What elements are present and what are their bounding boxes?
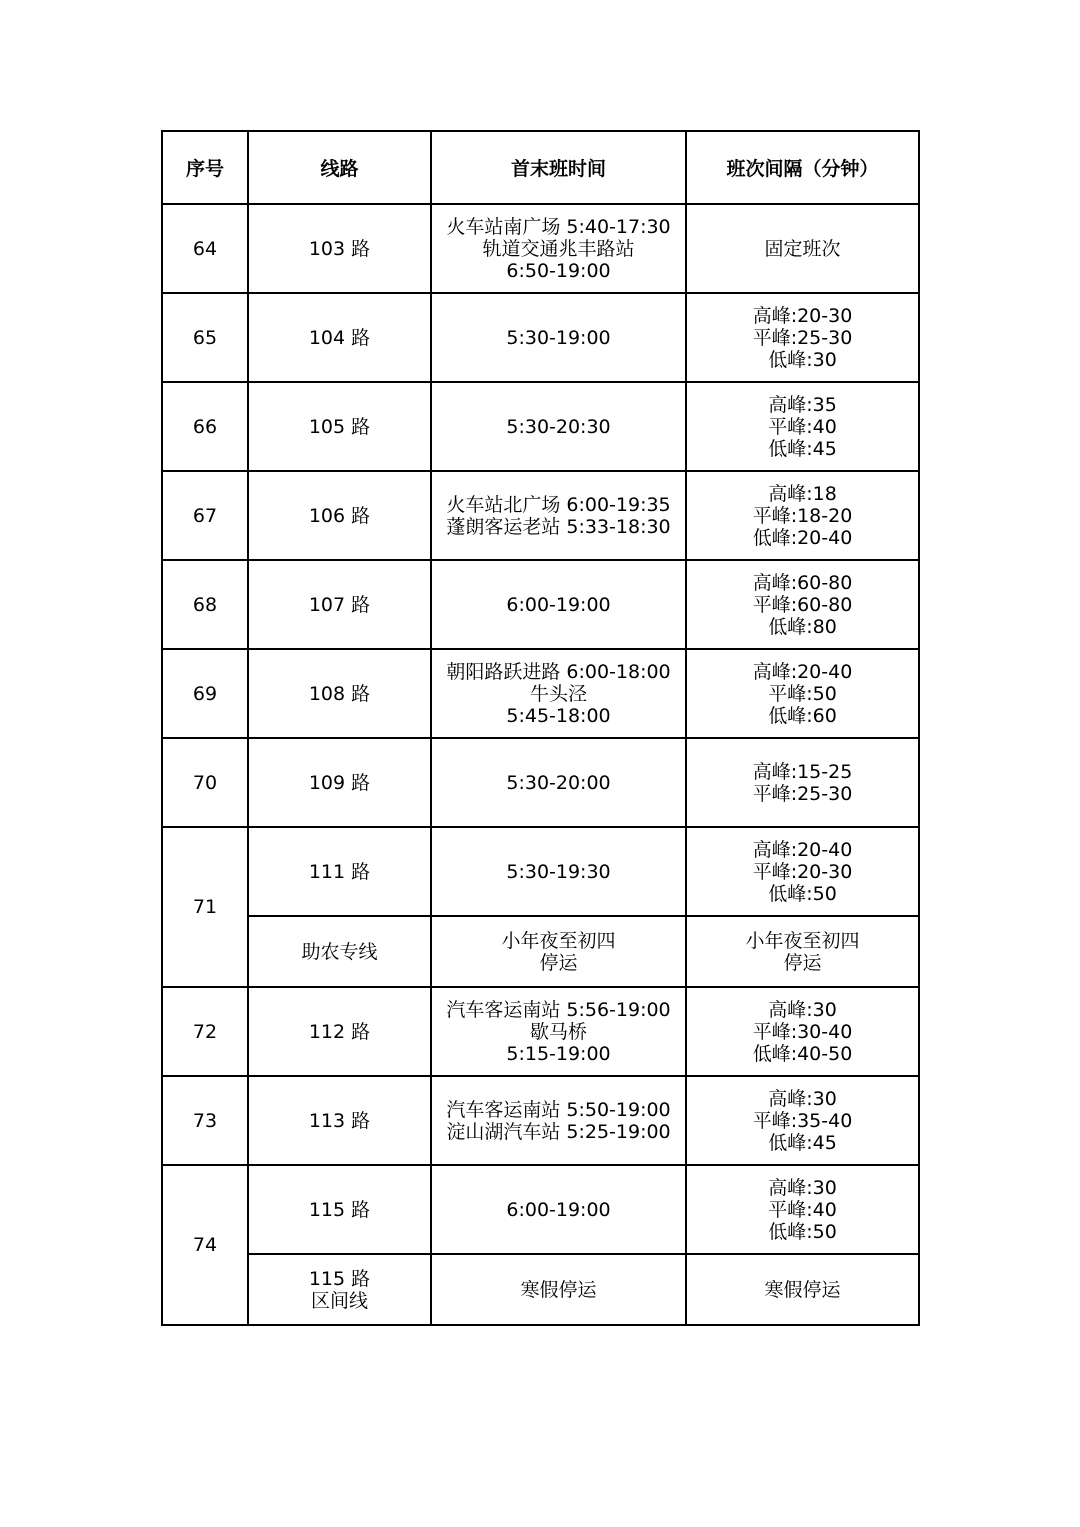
table-row [162, 471, 919, 560]
route-line: 103 路 [308, 237, 371, 260]
interval-line: 低峰:60 [768, 704, 837, 727]
time-line: 淀山湖汽车站 5:25-19:00 [446, 1120, 671, 1143]
interval-line: 平峰:40 [768, 1198, 837, 1221]
time-cell [431, 1076, 686, 1165]
interval-line: 小年夜至初四 [745, 929, 860, 952]
interval-cell [686, 204, 919, 293]
interval-line: 平峰:60-80 [752, 593, 853, 616]
interval-line: 高峰:20-30 [752, 304, 853, 327]
interval-cell [686, 560, 919, 649]
interval-line: 平峰:30-40 [752, 1020, 853, 1043]
time-cell [431, 382, 686, 471]
seq-cell: 72 [162, 987, 248, 1076]
time-cell [431, 293, 686, 382]
route-cell [248, 1254, 431, 1325]
time-line: 火车站南广场 5:40-17:30 [446, 215, 671, 238]
seq-cell: 73 [162, 1076, 248, 1165]
route-cell [248, 293, 431, 382]
table-row [162, 916, 919, 987]
time-line: 5:15-19:00 [506, 1042, 611, 1065]
interval-cell [686, 987, 919, 1076]
seq-cell: 64 [162, 204, 248, 293]
interval-cell [686, 471, 919, 560]
table-row [162, 1165, 919, 1254]
interval-line: 低峰:20-40 [752, 526, 853, 549]
route-line: 108 路 [308, 682, 371, 705]
time-line: 5:30-19:00 [506, 326, 611, 349]
interval-cell [686, 916, 919, 987]
time-line: 5:45-18:00 [506, 704, 611, 727]
route-line: 106 路 [308, 504, 371, 527]
table-header-row [162, 131, 919, 204]
time-cell [431, 916, 686, 987]
table-row [162, 560, 919, 649]
route-cell [248, 471, 431, 560]
route-line: 113 路 [308, 1109, 371, 1132]
interval-line: 高峰:18 [768, 482, 837, 505]
time-line: 小年夜至初四 [501, 929, 616, 952]
time-line: 5:30-19:30 [506, 860, 611, 883]
table-row [162, 987, 919, 1076]
route-line: 109 路 [308, 771, 371, 794]
time-cell [431, 1165, 686, 1254]
route-line: 107 路 [308, 593, 371, 616]
interval-line: 高峰:30 [768, 1176, 837, 1199]
header-route: 线路 [248, 131, 431, 204]
interval-cell [686, 1165, 919, 1254]
route-line: 105 路 [308, 415, 371, 438]
route-cell [248, 204, 431, 293]
table-row [162, 204, 919, 293]
route-line: 111 路 [308, 860, 371, 883]
interval-line: 平峰:25-30 [752, 782, 853, 805]
time-cell [431, 560, 686, 649]
interval-cell [686, 382, 919, 471]
interval-cell [686, 293, 919, 382]
time-line: 寒假停运 [520, 1278, 597, 1301]
header-interval: 班次间隔（分钟） [686, 131, 919, 204]
table-row [162, 827, 919, 916]
table-row [162, 1254, 919, 1325]
interval-line: 低峰:80 [768, 615, 837, 638]
time-line: 6:00-19:00 [506, 1198, 611, 1221]
route-line: 115 路 [308, 1198, 371, 1221]
header-seq: 序号 [162, 131, 248, 204]
interval-line: 高峰:20-40 [752, 838, 853, 861]
route-line: 115 路 [308, 1267, 371, 1290]
route-cell [248, 1076, 431, 1165]
route-line: 助农专线 [301, 940, 378, 963]
interval-line: 高峰:60-80 [752, 571, 853, 594]
route-cell [248, 649, 431, 738]
time-line: 朝阳路跃进路 6:00-18:00 [446, 660, 671, 683]
time-line: 5:30-20:30 [506, 415, 611, 438]
seq-cell: 66 [162, 382, 248, 471]
interval-line: 低峰:50 [768, 1220, 837, 1243]
interval-line: 高峰:15-25 [752, 760, 853, 783]
time-cell [431, 738, 686, 827]
seq-cell: 67 [162, 471, 248, 560]
interval-cell [686, 1076, 919, 1165]
table-row [162, 649, 919, 738]
table-row [162, 382, 919, 471]
interval-line: 低峰:50 [768, 882, 837, 905]
time-line: 蓬朗客运老站 5:33-18:30 [446, 515, 671, 538]
time-line: 5:30-20:00 [506, 771, 611, 794]
seq-cell: 74 [162, 1165, 248, 1325]
seq-cell: 65 [162, 293, 248, 382]
route-cell [248, 916, 431, 987]
interval-line: 平峰:40 [768, 415, 837, 438]
interval-line: 高峰:35 [768, 393, 837, 416]
time-line: 汽车客运南站 5:50-19:00 [446, 1098, 671, 1121]
time-cell [431, 987, 686, 1076]
interval-line: 低峰:45 [768, 1131, 837, 1154]
interval-line: 停运 [783, 951, 822, 974]
time-cell [431, 827, 686, 916]
route-cell [248, 738, 431, 827]
time-line: 汽车客运南站 5:56-19:00 [446, 998, 671, 1021]
time-cell [431, 1254, 686, 1325]
route-cell [248, 987, 431, 1076]
time-cell [431, 204, 686, 293]
time-line: 歇马桥 [529, 1020, 587, 1043]
interval-line: 高峰:20-40 [752, 660, 853, 683]
header-first-last-time: 首末班时间 [431, 131, 686, 204]
seq-cell: 70 [162, 738, 248, 827]
interval-line: 固定班次 [764, 237, 841, 260]
interval-cell [686, 1254, 919, 1325]
interval-line: 寒假停运 [764, 1278, 841, 1301]
route-line: 104 路 [308, 326, 371, 349]
interval-line: 低峰:40-50 [752, 1042, 853, 1065]
route-cell [248, 1165, 431, 1254]
interval-cell [686, 738, 919, 827]
time-line: 火车站北广场 6:00-19:35 [446, 493, 671, 516]
time-cell [431, 649, 686, 738]
table-row [162, 293, 919, 382]
interval-line: 平峰:35-40 [752, 1109, 853, 1132]
time-line: 牛头泾 [529, 682, 587, 705]
interval-cell [686, 649, 919, 738]
time-line: 6:50-19:00 [506, 259, 611, 282]
table-row [162, 738, 919, 827]
interval-line: 平峰:25-30 [752, 326, 853, 349]
time-line: 轨道交通兆丰路站 [482, 237, 635, 260]
bus-schedule-table [161, 130, 920, 1326]
interval-line: 低峰:30 [768, 348, 837, 371]
interval-line: 平峰:20-30 [752, 860, 853, 883]
seq-cell: 69 [162, 649, 248, 738]
route-line: 112 路 [308, 1020, 371, 1043]
route-cell [248, 827, 431, 916]
seq-cell: 71 [162, 827, 248, 987]
interval-line: 平峰:18-20 [752, 504, 853, 527]
seq-cell: 68 [162, 560, 248, 649]
route-cell [248, 382, 431, 471]
time-line: 停运 [539, 951, 578, 974]
route-line: 区间线 [310, 1289, 368, 1312]
route-cell [248, 560, 431, 649]
interval-line: 低峰:45 [768, 437, 837, 460]
table-row [162, 1076, 919, 1165]
interval-line: 高峰:30 [768, 998, 837, 1021]
interval-line: 高峰:30 [768, 1087, 837, 1110]
time-line: 6:00-19:00 [506, 593, 611, 616]
time-cell [431, 471, 686, 560]
interval-line: 平峰:50 [768, 682, 837, 705]
interval-cell [686, 827, 919, 916]
